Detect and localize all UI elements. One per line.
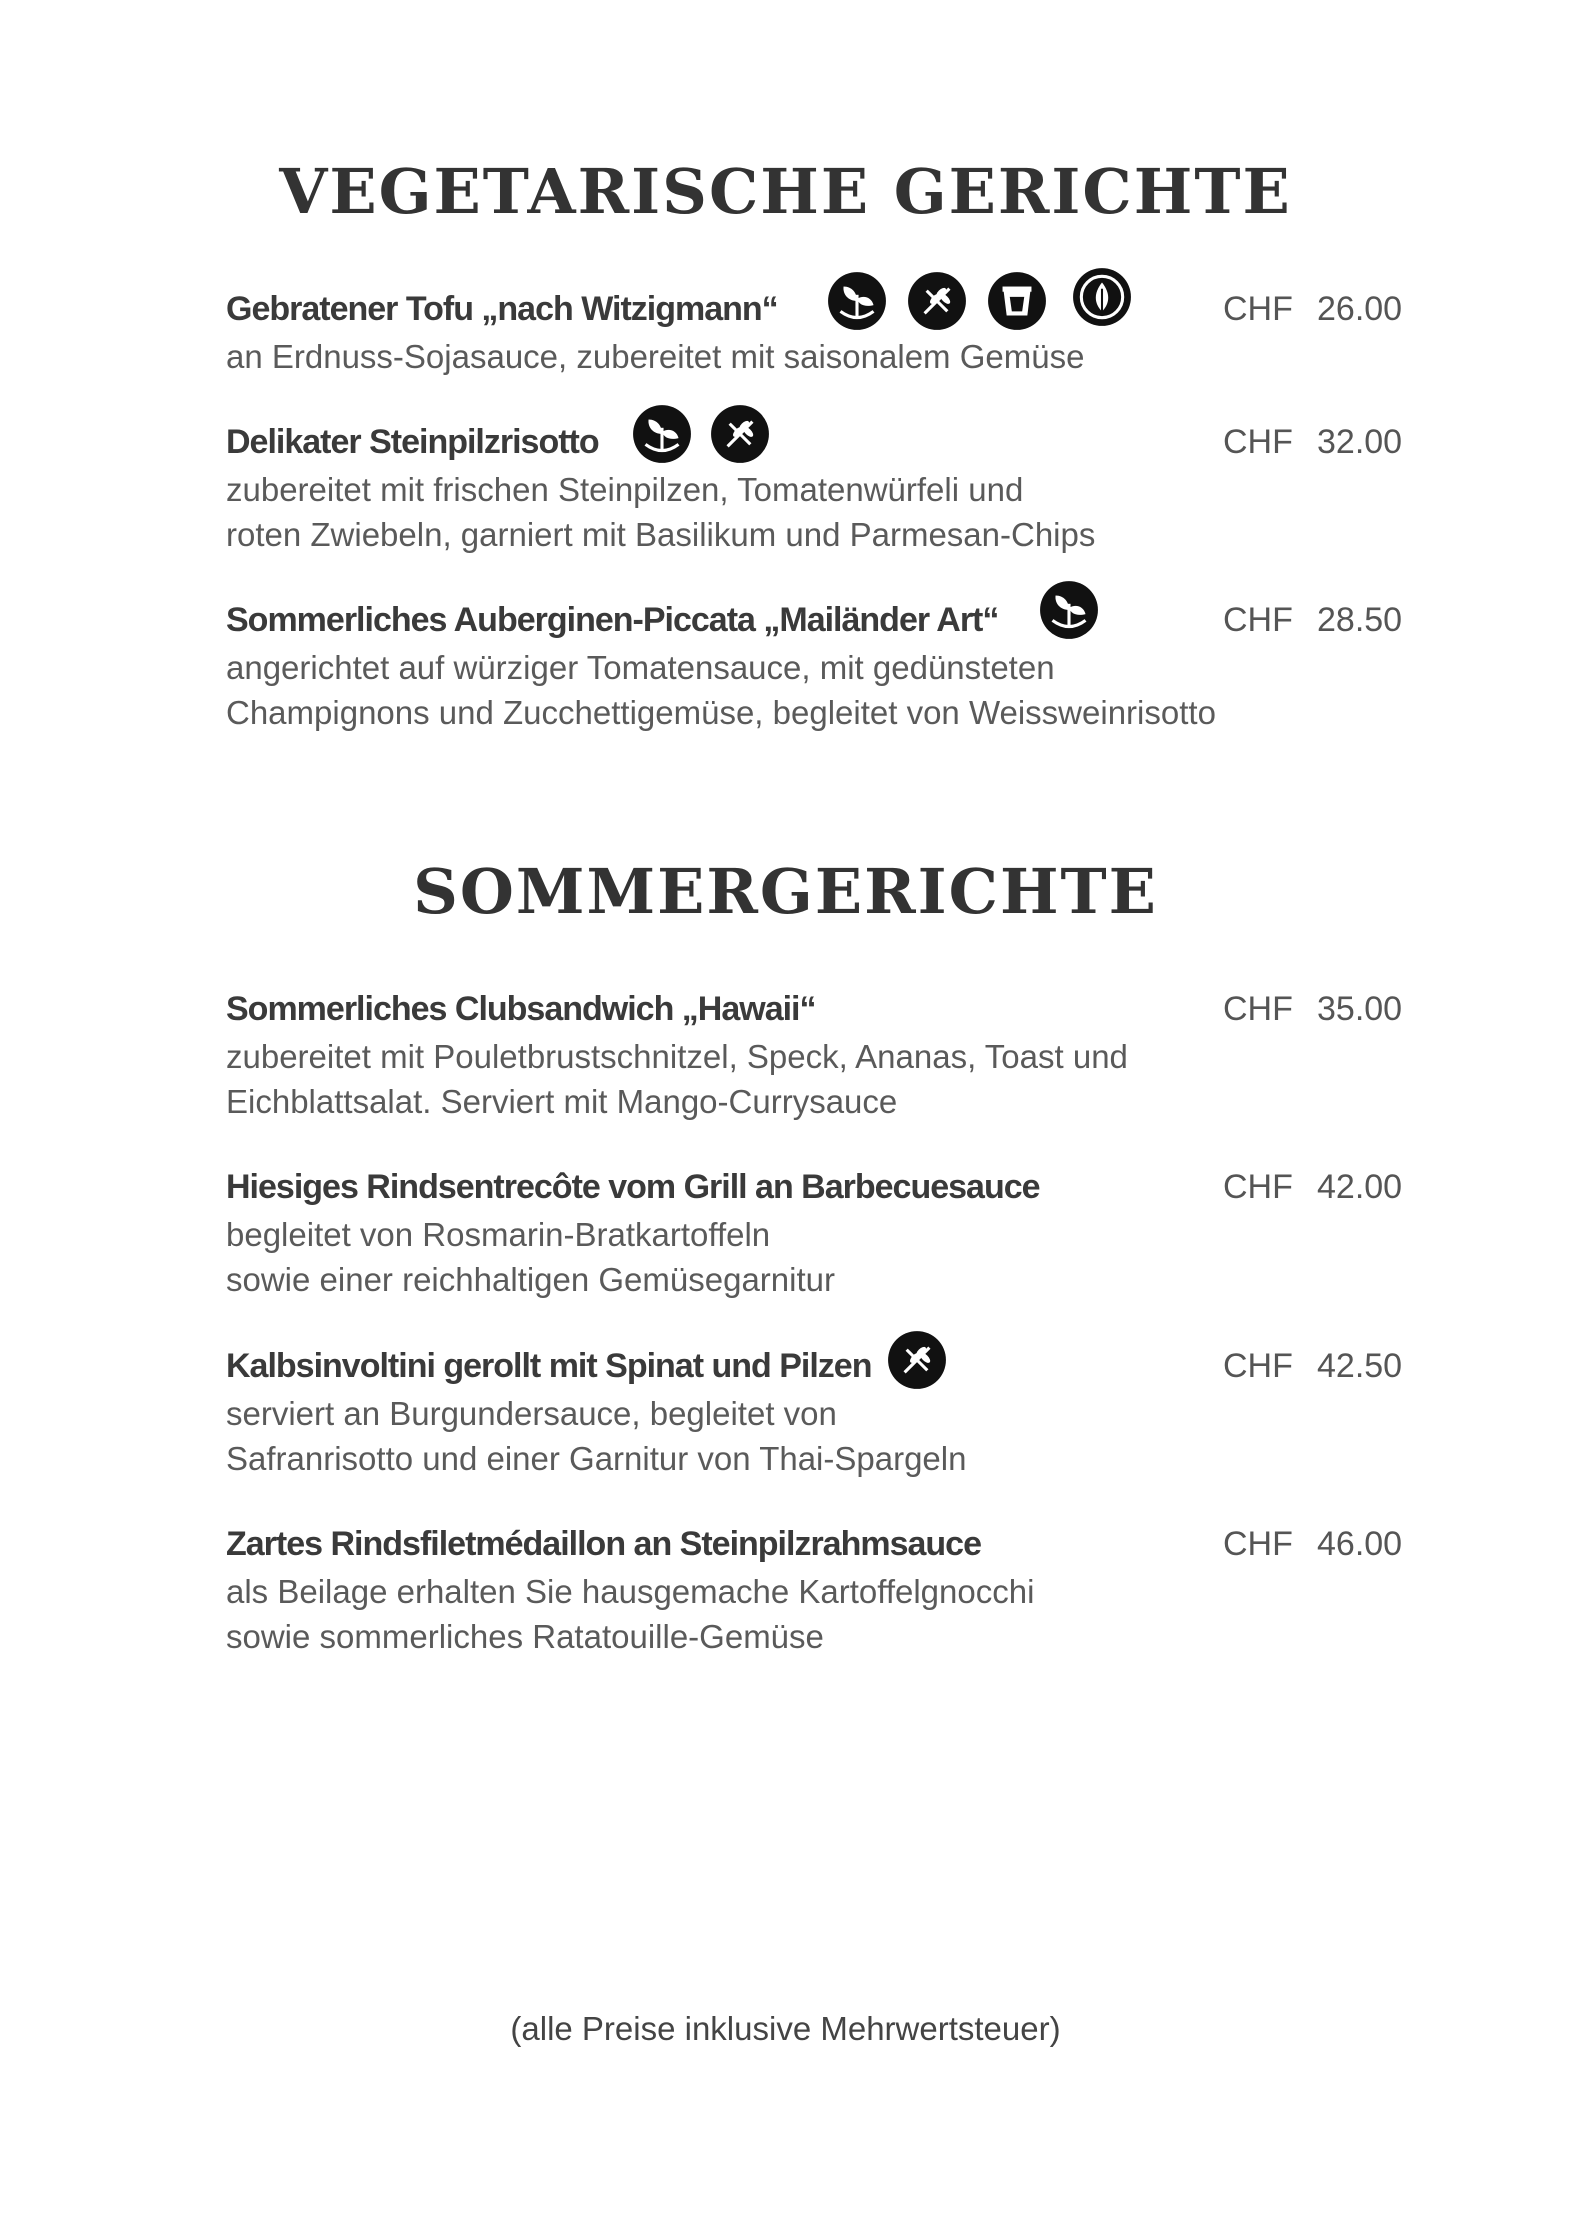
menu-item (226, 601, 1406, 735)
item-description: sowie einer reichhaltigen Gemüsegarnitur (226, 1261, 835, 1298)
item-description: roten Zwiebeln, garniert mit Basilikum und Parmesan-Chips (226, 516, 1096, 553)
item-name: Sommerliches Auberginen-Piccata „Mailänder Art“ (226, 601, 999, 639)
menu-item (226, 290, 1406, 379)
item-description: begleitet von Rosmarin-Bratkartoffeln (226, 1216, 771, 1253)
item-name: Kalbsinvoltini gerollt mit Spinat und Pilzen (226, 1347, 872, 1385)
item-price: CHF 28.50 (1223, 601, 1403, 639)
menu-item (226, 1525, 1406, 1659)
item-description: zubereitet mit frischen Steinpilzen, Tomatenwürfeli und (226, 471, 1024, 508)
item-description: Eichblattsalat. Serviert mit Mango-Currysauce (226, 1083, 898, 1120)
vegetarian-icon (1038, 579, 1100, 641)
item-description: angerichtet auf würziger Tomatensauce, mit gedünsteten (226, 649, 1055, 686)
gluten-free-icon (886, 1329, 948, 1391)
lactose-free-icon (986, 270, 1048, 332)
item-description: Champignons und Zucchettigemüse, begleitet von Weissweinrisotto (226, 694, 1216, 731)
item-price: CHF 46.00 (1223, 1525, 1403, 1563)
vegetarian-icon (826, 270, 888, 332)
item-price: CHF 26.00 (1223, 290, 1403, 328)
item-price: CHF 32.00 (1223, 423, 1403, 461)
gluten-free-icon (906, 270, 968, 332)
footer-note: (alle Preise inklusive Mehrwertsteuer) (510, 2010, 1061, 2047)
section-title-vegetarian: VEGETARISCHE GERICHTE (279, 155, 1292, 228)
item-name: Sommerliches Clubsandwich „Hawaii“ (226, 990, 816, 1028)
vegan-icon (1071, 266, 1133, 328)
item-price: CHF 35.00 (1223, 990, 1403, 1028)
menu-item (226, 423, 1406, 557)
vegetarian-icon (631, 403, 693, 465)
item-name: Zartes Rindsfiletmédaillon an Steinpilzrahmsauce (226, 1525, 981, 1563)
menu-item (226, 990, 1406, 1124)
item-description: sowie sommerliches Ratatouille-Gemüse (226, 1618, 824, 1655)
item-name: Hiesiges Rindsentrecôte vom Grill an Barbecuesauce (226, 1168, 1040, 1206)
menu-item (226, 1168, 1406, 1302)
item-description: Safranrisotto und einer Garnitur von Thai-Spargeln (226, 1440, 967, 1477)
item-description: serviert an Burgundersauce, begleitet von (226, 1395, 837, 1432)
item-price: CHF 42.50 (1223, 1347, 1403, 1385)
item-name: Delikater Steinpilzrisotto (226, 423, 599, 461)
item-description: zubereitet mit Pouletbrustschnitzel, Speck, Ananas, Toast und (226, 1038, 1128, 1075)
gluten-free-icon (709, 403, 771, 465)
item-name: Gebratener Tofu „nach Witzigmann“ (226, 290, 778, 328)
item-description: an Erdnuss-Sojasauce, zubereitet mit saisonalem Gemüse (226, 338, 1085, 375)
section-title-summer: SOMMERGERICHTE (413, 855, 1158, 928)
item-description: als Beilage erhalten Sie hausgemache Kartoffelgnocchi (226, 1573, 1035, 1610)
menu-item (226, 1347, 1406, 1481)
item-price: CHF 42.00 (1223, 1168, 1403, 1206)
